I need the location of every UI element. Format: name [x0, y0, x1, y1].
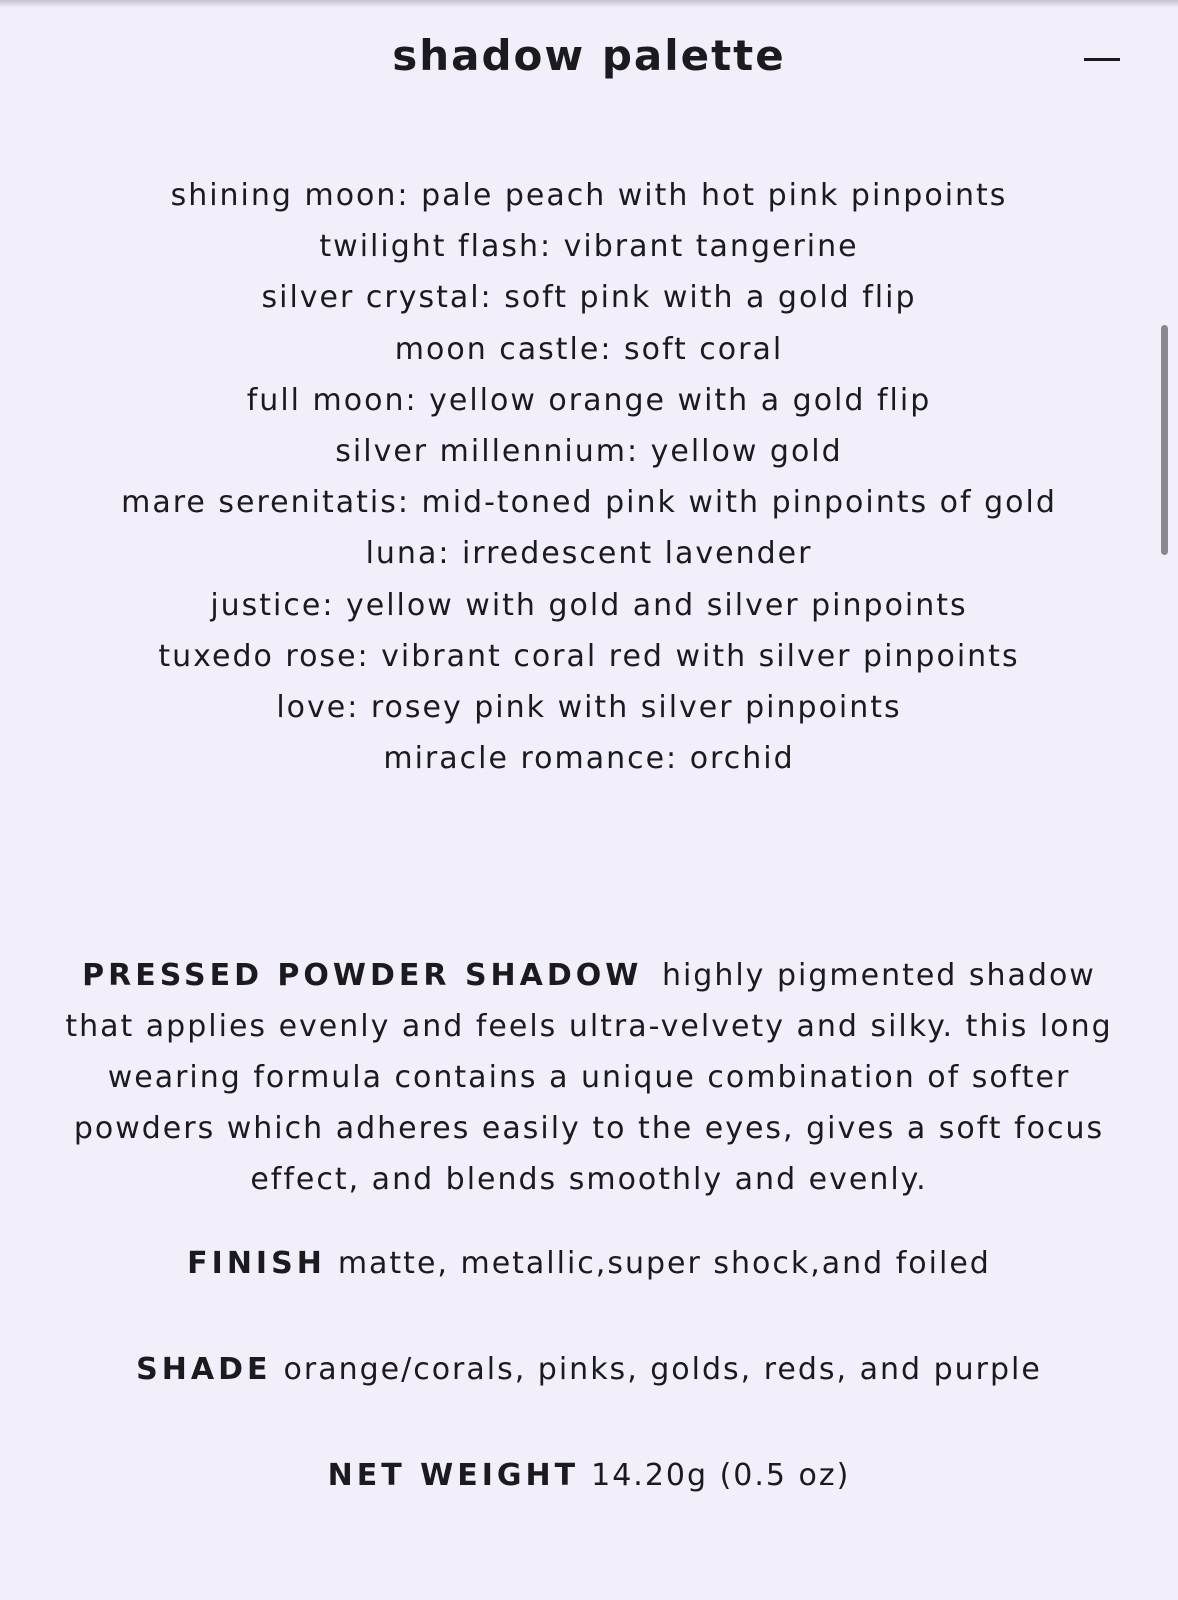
- list-item: full moon: yellow orange with a gold flip: [246, 382, 932, 418]
- description-text: highly pigmented shadow that applies evenly and feels ultra-velvety and silky. this long wearing formula contains a unique combination of softer powders which adheres easily to the eyes, gives a soft focus effect, and blends smoothly and evenly.: [65, 958, 1113, 1197]
- list-item: moon castle: soft coral: [394, 331, 784, 367]
- section-title: shadow palette: [392, 31, 786, 80]
- shade-label: SHADE: [136, 1352, 272, 1387]
- finish-row: [0, 1244, 1178, 1284]
- shade-value: orange/corals, pinks, golds, reds, and purple: [283, 1352, 1042, 1387]
- list-item: silver crystal: soft pink with a gold flip: [261, 280, 917, 316]
- net-weight-label: NET WEIGHT: [327, 1458, 580, 1493]
- list-item: luna: irredescent lavender: [365, 536, 813, 572]
- description-label: PRESSED POWDER SHADOW: [82, 958, 643, 993]
- net-weight-row: [0, 1456, 1178, 1496]
- list-item: love: rosey pink with silver pinpoints: [276, 690, 902, 726]
- list-item: mare serenitatis: mid-toned pink with pinpoints of gold: [121, 485, 1057, 521]
- shade-row: [0, 1350, 1178, 1390]
- list-item: silver millennium: yellow gold: [335, 434, 843, 470]
- list-item: twilight flash: vibrant tangerine: [319, 229, 859, 265]
- shade-list: [0, 170, 1178, 784]
- collapse-button[interactable]: [1082, 46, 1122, 86]
- product-description: [60, 950, 1118, 1205]
- list-item: shining moon: pale peach with hot pink pinpoints: [170, 178, 1008, 213]
- list-item: tuxedo rose: vibrant coral red with silver pinpoints: [158, 638, 1020, 674]
- finish-value: matte, metallic,super shock,and foiled: [337, 1246, 991, 1281]
- net-weight-value: 14.20g (0.5 oz): [591, 1458, 851, 1493]
- top-edge-shadow: [0, 0, 1178, 8]
- scrollbar-thumb[interactable]: [1161, 325, 1168, 555]
- finish-label: FINISH: [187, 1246, 326, 1281]
- minus-icon: [1084, 58, 1120, 61]
- list-item: miracle romance: orchid: [383, 741, 795, 777]
- list-item: justice: yellow with gold and silver pinpoints: [210, 587, 968, 623]
- accordion-header[interactable]: [0, 28, 1178, 88]
